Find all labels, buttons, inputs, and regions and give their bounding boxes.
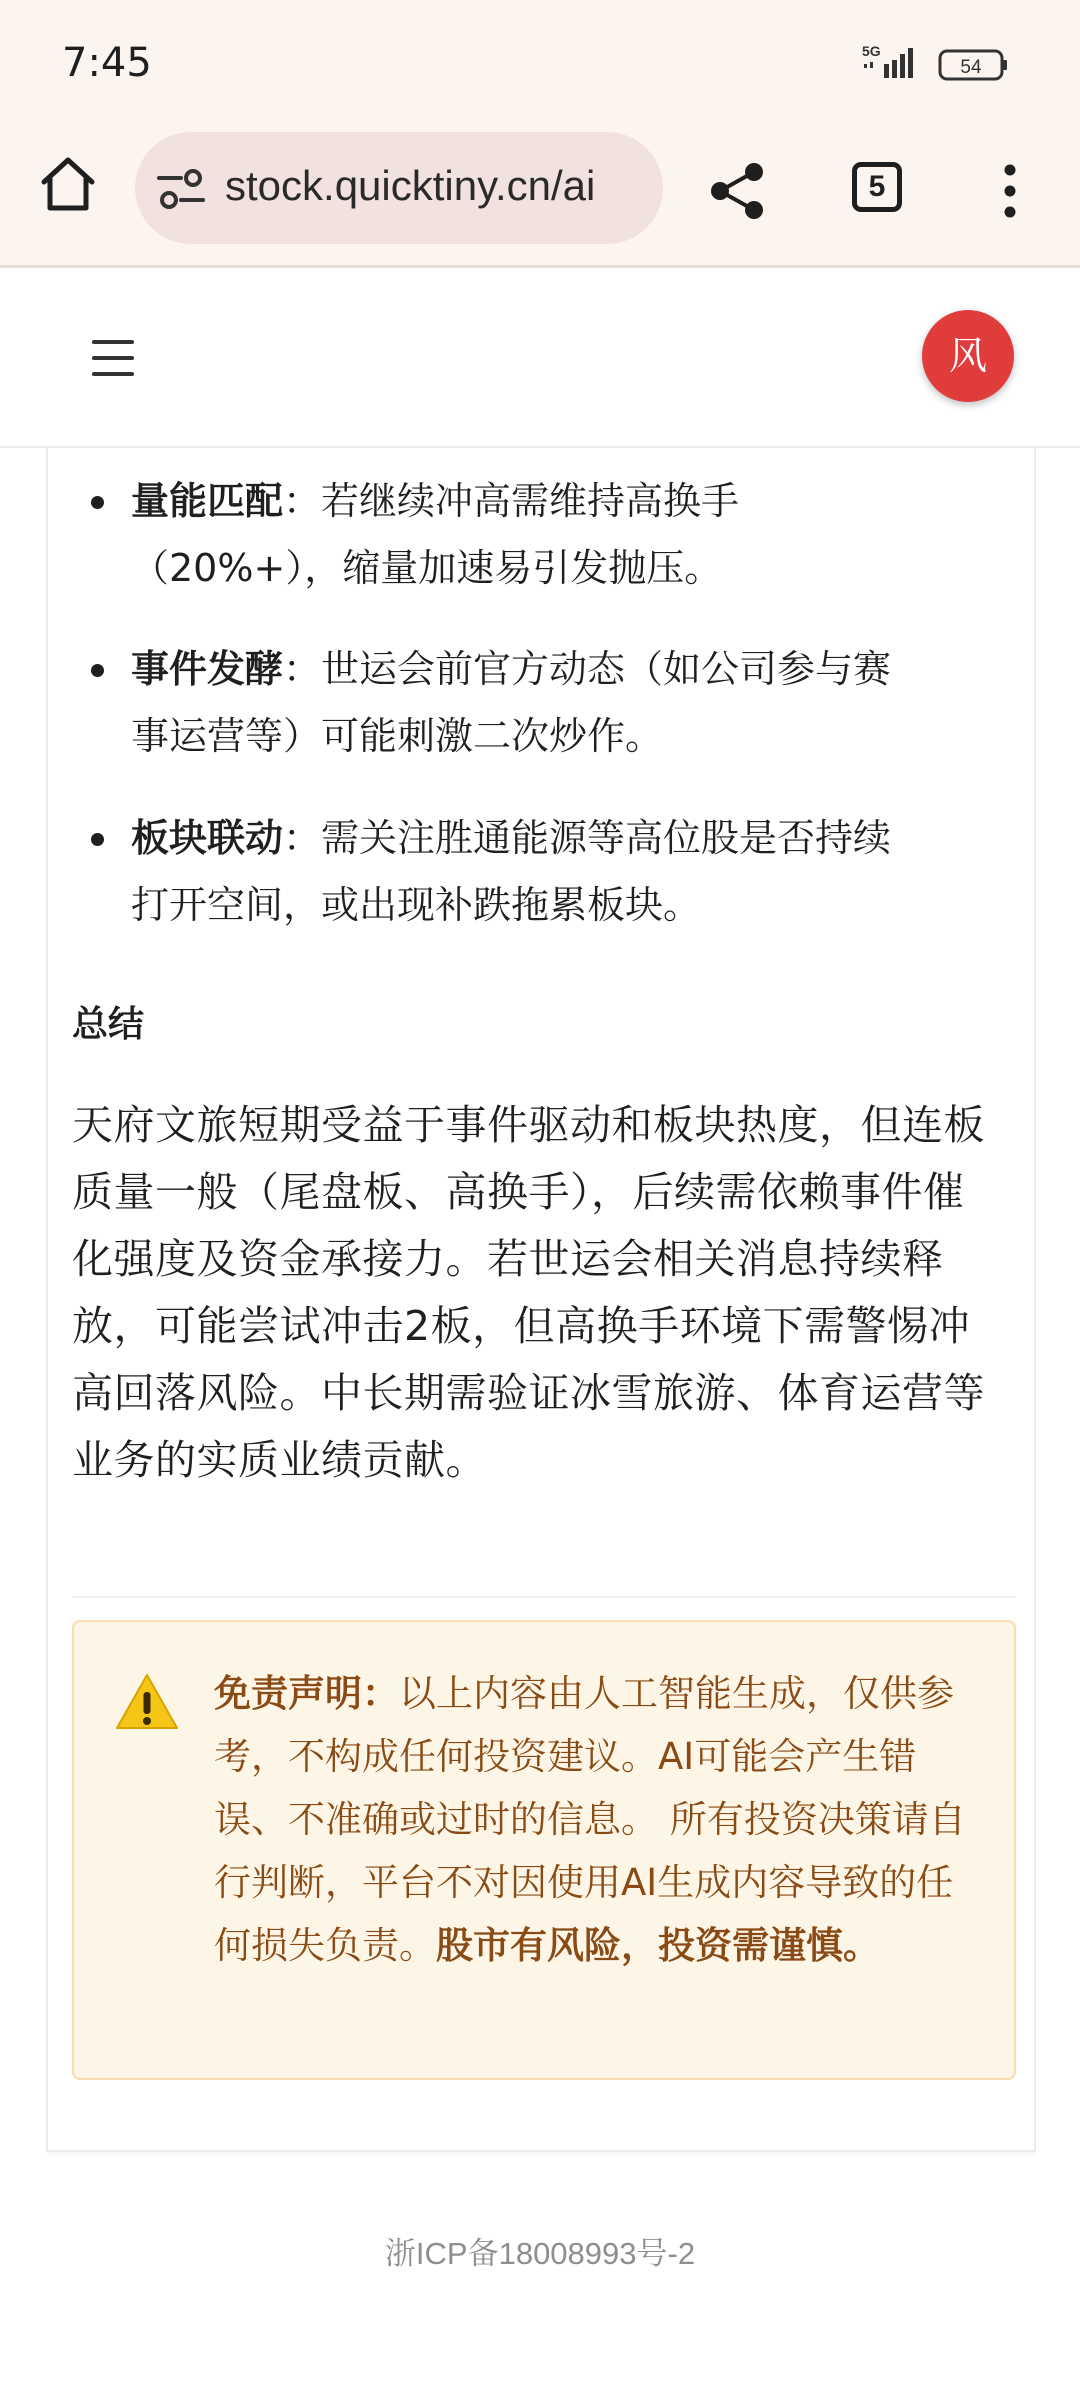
network-type-label: 5G	[862, 43, 881, 59]
summary-paragraph	[72, 1092, 1052, 1494]
icp-footer-link[interactable]: 浙ICP备18008993号-2	[384, 2236, 696, 2271]
bullet-label: 板块联动	[131, 816, 284, 860]
share-icon[interactable]	[706, 160, 768, 222]
disclaimer-body: 以上内容由人工智能生成，仅供参考，不构成任何投资建议。AI可能会产生错误、不准确或过时的信息。 所有投资决策请自行判断，平台不对因使用AI生成内容导致的任何损失负责。	[214, 1672, 966, 1967]
bullet-sep: ：	[283, 479, 322, 523]
user-avatar[interactable]: 风	[922, 310, 1014, 402]
bullet-dot	[91, 496, 104, 509]
more-vert-icon[interactable]	[990, 160, 1030, 222]
status-time: 7:45	[62, 40, 152, 86]
bullet-text: 若继续冲高需维持高换手	[321, 479, 740, 523]
disclaimer-label: 免责声明：	[214, 1672, 399, 1715]
bullet-text: 打开空间，或出现补跌拖累板块。	[131, 883, 702, 927]
summary-line: 业务的实质业绩贡献。	[72, 1436, 487, 1484]
summary-title: 总结	[72, 1004, 145, 1045]
url-text[interactable]: stock.quicktiny.cn/ai	[225, 162, 596, 209]
bullet-text: 世运会前官方动态（如公司参与赛	[321, 647, 892, 691]
summary-line: 化强度及资金承接力。若世运会相关消息持续释	[72, 1235, 944, 1283]
bullet-sep: ：	[283, 816, 322, 860]
list-item	[131, 468, 1031, 602]
disclaimer-box	[72, 1620, 1016, 2080]
disclaimer-text	[214, 1662, 974, 1977]
disclaimer-emphasis: 股市有风险，投资需谨慎。	[436, 1924, 880, 1967]
battery-icon	[938, 48, 1010, 82]
bullet-text: 事运营等）可能刺激二次炒作。	[131, 714, 664, 758]
battery-level: 54	[960, 57, 982, 78]
bullet-label: 量能匹配	[131, 479, 284, 523]
bullet-text: （20%+），缩量加速易引发抛压。	[131, 546, 723, 590]
summary-line: 高回落风险。中长期需验证冰雪旅游、体育运营等	[72, 1369, 985, 1417]
site-settings-icon[interactable]	[155, 164, 207, 214]
url-bar[interactable]	[135, 132, 663, 244]
list-item	[131, 636, 1031, 770]
content-card	[46, 448, 1036, 2152]
summary-line: 天府文旅短期受益于事件驱动和板块热度，但连板	[72, 1101, 985, 1149]
list-item	[131, 805, 1031, 939]
bullet-dot	[91, 833, 104, 846]
status-bar	[0, 0, 1080, 130]
warning-icon	[114, 1672, 180, 1732]
browser-toolbar	[0, 130, 1080, 268]
summary-line: 放，可能尝试冲击2板，但高换手环境下需警惕冲	[72, 1302, 971, 1350]
bullet-text: 需关注胜通能源等高位股是否持续	[321, 816, 892, 860]
cellular-signal-icon	[862, 42, 922, 82]
hamburger-menu-icon[interactable]	[92, 340, 134, 376]
bullet-dot	[91, 664, 104, 677]
bullet-sep: ：	[283, 647, 322, 691]
tabs-button[interactable]: 5	[852, 162, 902, 212]
home-icon[interactable]	[36, 152, 100, 216]
summary-line: 质量一般（尾盘板、高换手），后续需依赖事件催	[72, 1168, 965, 1216]
divider	[72, 1596, 1016, 1598]
site-header	[0, 270, 1080, 448]
bullet-label: 事件发酵	[131, 647, 284, 691]
